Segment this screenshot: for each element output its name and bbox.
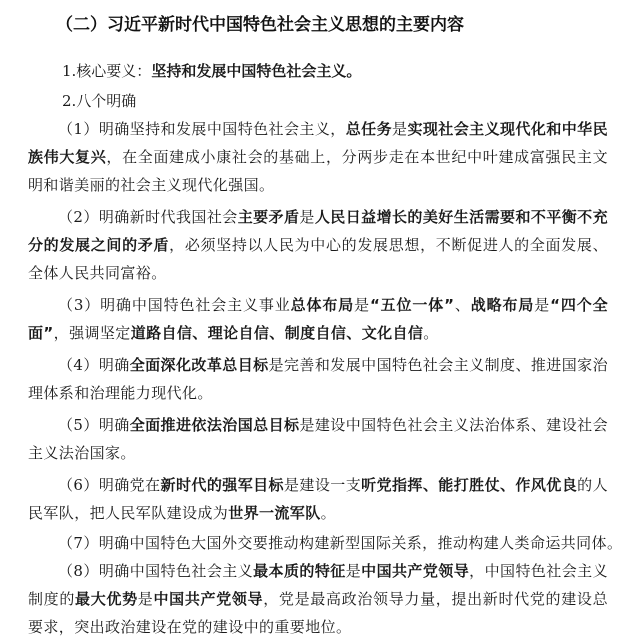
clarification-8 (28, 557, 608, 641)
core-requirement-text: 坚持和发展中国特色社会主义。 (151, 62, 362, 80)
emphasized-text: 全面推进依法治国总目标 (129, 416, 300, 434)
body-text: （8）明确中国特色社会主义 (58, 562, 254, 580)
body-text: （5）明确 (58, 416, 130, 434)
body-text: ，强调坚定 (53, 324, 131, 342)
body-text: 的人民军队，把人民军队建设成为 (28, 476, 608, 522)
body-text: ，在全面建成小康社会的基础上，分两步走在本世纪中叶建成富强民主文明和谐美丽的社会主义现代化强国。 (28, 148, 608, 194)
body-text: 、 (454, 296, 471, 314)
emphasized-text: 新时代的强军目标 (160, 476, 284, 494)
clarification-3 (28, 291, 608, 347)
body-text: 。 (423, 324, 439, 342)
clarification-2 (28, 203, 608, 287)
emphasized-text: 中国共产党领导 (153, 590, 264, 608)
body-text: 是 (354, 296, 370, 314)
clarification-4 (28, 351, 608, 407)
clarification-5 (28, 411, 608, 467)
emphasized-text: 总体布局 (290, 296, 355, 314)
body-text: ，中国特色社会主义制度的 (28, 562, 608, 608)
body-text: 是 (345, 562, 362, 580)
body-text: （3）明确中国特色社会主义事业 (58, 296, 291, 314)
section-heading: （二）习近平新时代中国特色社会主义思想的主要内容 (56, 15, 464, 35)
body-text: 。 (320, 504, 337, 522)
emphasized-text: 人民日益增长的美好生活需要和不平衡不充分的发展之间的矛盾 (28, 208, 608, 254)
core-requirement (62, 60, 361, 81)
body-text: （7）明确中国特色大国外交要推动构建新型国际关系，推动构建人类命运共同体。 (58, 534, 623, 552)
body-text: 是 (534, 296, 551, 314)
body-text: 是建设中国特色社会主义法治体系、建设社会主义法治国家。 (28, 416, 608, 462)
body-text: （6）明确党在 (58, 476, 161, 494)
emphasized-text: 道路自信、理论自信、制度自信、文化自信 (130, 324, 424, 342)
body-text: （1）明确坚持和发展中国特色社会主义， (58, 120, 346, 138)
body-text: （4）明确 (58, 356, 130, 374)
emphasized-text: 世界一流军队 (228, 504, 321, 522)
body-text: 是 (299, 208, 315, 226)
eight-clarifications-heading: 2.八个明确 (62, 92, 137, 110)
emphasized-text: 中国共产党领导 (361, 562, 470, 580)
body-text: 是 (392, 120, 408, 138)
clarification-1 (28, 115, 608, 199)
clarification-6 (28, 471, 608, 527)
emphasized-text: 战略布局 (470, 296, 535, 314)
emphasized-text: 最本质的特征 (253, 562, 346, 580)
emphasized-text: 最大优势 (75, 590, 138, 608)
core-requirement-label: 1.核心要义： (62, 62, 152, 80)
emphasized-text: 实现社会主义现代化和中华民族伟大复兴 (28, 120, 609, 166)
body-text: 是建设一支 (283, 476, 362, 494)
emphasized-text: 全面深化改革总目标 (129, 356, 269, 374)
body-text: 是 (137, 590, 154, 608)
clarification-7 (28, 529, 623, 557)
emphasized-text: 主要矛盾 (237, 208, 300, 226)
body-text: ，必须坚持以人民为中心的发展思想，不断促进人的全面发展、全体人民共同富裕。 (28, 236, 608, 282)
emphasized-text: 总任务 (345, 120, 393, 138)
body-text: ，党是最高政治领导力量，提出新时代党的建设总要求，突出政治建设在党的建设中的重要地位。 (28, 590, 608, 636)
body-text: （2）明确新时代我国社会 (58, 208, 238, 226)
emphasized-text: “五位一体” (369, 296, 455, 314)
emphasized-text: “四个全面” (28, 296, 608, 342)
body-text: 是完善和发展中国特色社会主义制度、推进国家治理体系和治理能力现代化。 (28, 356, 608, 402)
emphasized-text: 听党指挥、能打胜仗、作风优良 (361, 476, 578, 494)
